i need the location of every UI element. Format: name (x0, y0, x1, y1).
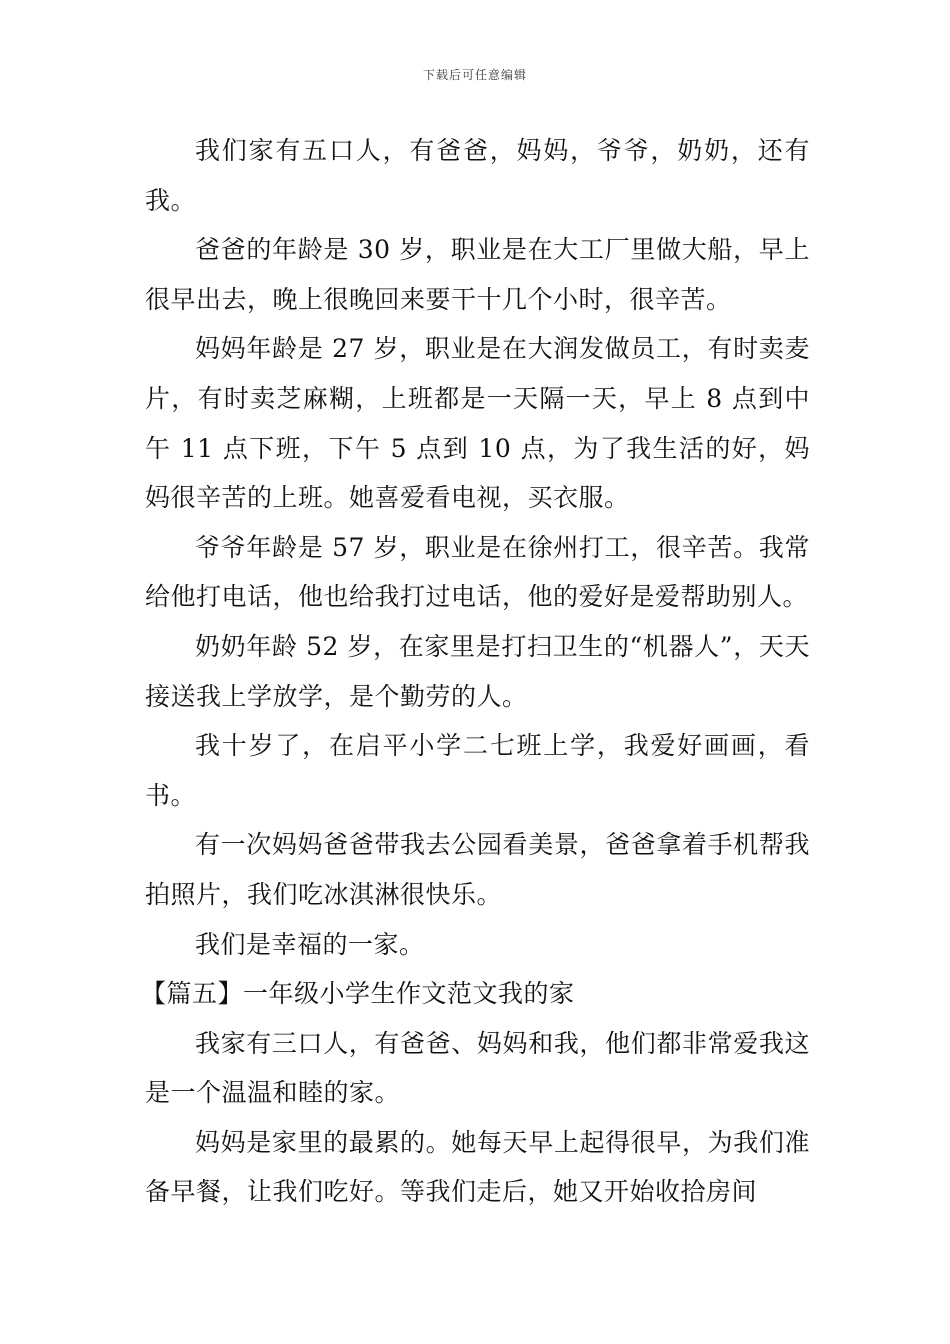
paragraph-mother: 妈妈年龄是 27 岁，职业是在大润发做员工，有时卖麦片，有时卖芝麻糊，上班都是一天隔一天，早上 8 点到中午 11 点下班，下午 5 点到 10 点，为了我生活的好，妈妈很辛苦的上班。她喜爱看电视，买衣服。 (145, 334, 810, 513)
paragraph-grandmother: 奶奶年龄 52 岁，在家里是打扫卫生的“机器人”，天天接送我上学放学，是个勤劳的人。 (145, 631, 810, 711)
paragraph-happy-family: 我们是幸福的一家。 (195, 929, 425, 959)
paragraph-mother-busy: 妈妈是家里的最累的。她每天早上起得很早，为我们准备早餐，让我们吃好。等我们走后，她又开始收拾房间 (145, 1127, 810, 1207)
paragraph-grandfather: 爷爷年龄是 57 岁，职业是在徐州打工，很辛苦。我常给他打电话，他也给我打过电话，他的爱好是爱帮助别人。 (145, 532, 810, 612)
header-note: 下载后可任意编辑 (422, 68, 527, 82)
paragraph-park-trip: 有一次妈妈爸爸带我去公园看美景，爸爸拿着手机帮我拍照片，我们吃冰淇淋很快乐。 (145, 830, 810, 909)
paragraph-self: 我十岁了，在启平小学二七班上学，我爱好画画，看书。 (145, 731, 810, 810)
section-heading: 【篇五】一年级小学生作文范文我的家 (141, 979, 575, 1009)
document-body (141, 126, 810, 1217)
paragraph-family-intro: 我们家有五口人，有爸爸，妈妈，爷爷，奶奶，还有我。 (145, 136, 810, 215)
paragraph-three-people: 我家有三口人，有爸爸、妈妈和我，他们都非常爱我这是一个温温和睦的家。 (145, 1028, 810, 1108)
paragraph-father: 爸爸的年龄是 30 岁，职业是在大工厂里做大船，早上很早出去，晚上很晚回来要干十几个小时，很辛苦。 (145, 235, 810, 314)
